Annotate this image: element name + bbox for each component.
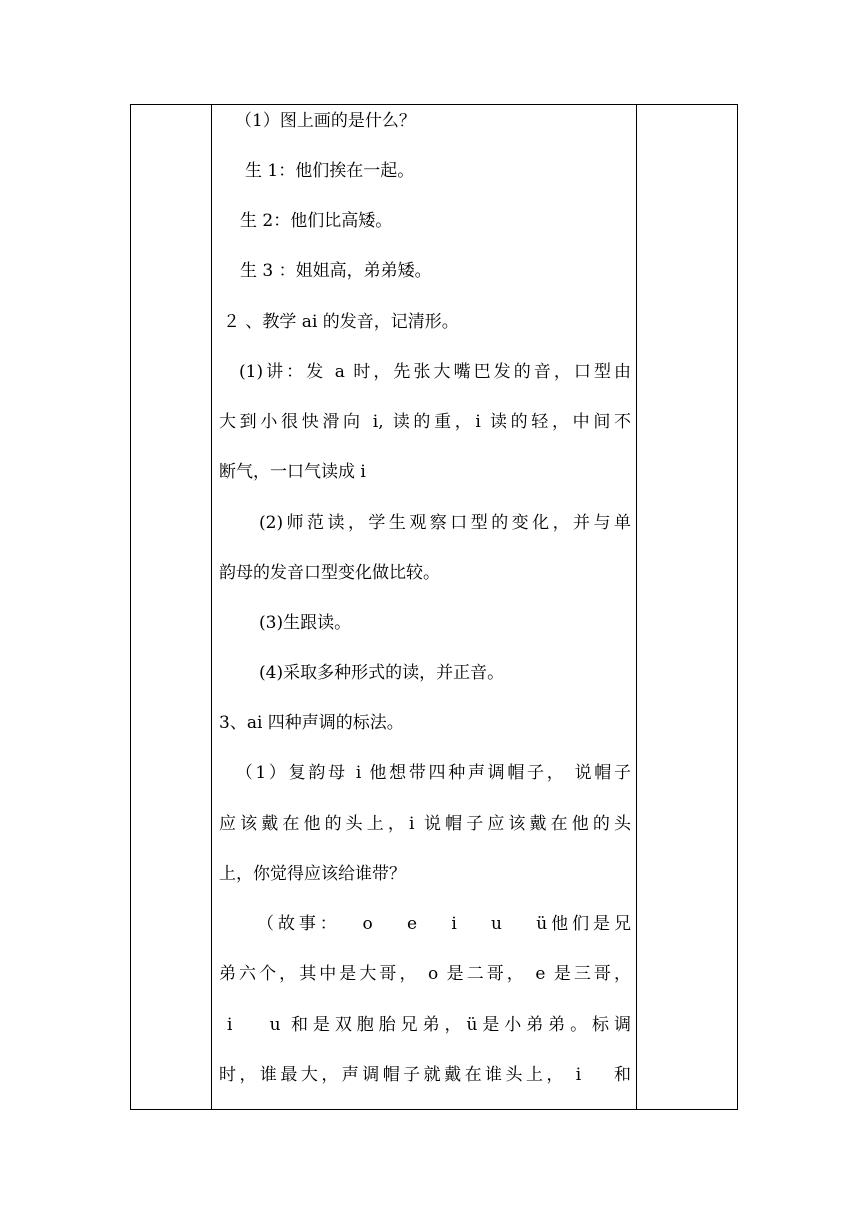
step-2-line-a: (2)师范读，学生观察口型的变化，并与单 — [259, 513, 631, 533]
question-1-line: （1）图上画的是什么？ — [235, 111, 416, 131]
student-2-answer: 生 2：他们比高矮。 — [240, 211, 393, 231]
question-3-1-line-c: 上，你觉得应该给谁带？ — [219, 864, 406, 884]
student-1-answer: 生 1：他们挨在一起。 — [245, 161, 415, 181]
story-line-c: i u 和是双胞胎兄弟，ü是小弟弟。标调 — [227, 1015, 631, 1035]
step-2-line-b: 韵母的发音口型变化做比较。 — [219, 563, 440, 583]
column-divider-left — [211, 105, 212, 1109]
step-1-line-a: (1)讲：发 a 时，先张大嘴巴发的音，口型由 — [239, 362, 631, 382]
question-3-1-line-a: （1）复韵母 i 他想带四种声调帽子， 说帽子 — [233, 763, 631, 783]
student-3-answer: 生 3 ：姐姐高，弟弟矮。 — [240, 261, 432, 281]
story-line-b: 弟六个，其中是大哥， o 是二哥， e 是三哥， — [219, 964, 631, 984]
lesson-table — [130, 104, 738, 1110]
step-3-line: (3)生跟读。 — [259, 613, 352, 633]
step-1-line-b: 大到小很快滑向 i, 读的重，i 读的轻，中间不 — [219, 412, 631, 432]
step-4-line: (4)采取多种形式的读，并正音。 — [259, 663, 505, 683]
story-line-d: 时，谁最大，声调帽子就戴在谁头上， i 和 — [219, 1065, 631, 1085]
section-2-heading: ２ 、教学 ai 的发音，记清形。 — [223, 312, 459, 332]
column-divider-right — [636, 105, 637, 1109]
section-3-heading: 3、ai 四种声调的标法。 — [219, 713, 404, 733]
step-1-line-c: 断气，一口气读成 i — [219, 462, 366, 482]
question-3-1-line-b: 应该戴在他的头上，i 说帽子应该戴在他的头 — [219, 814, 631, 834]
story-line-a: （故事： o e i u ü他们是兄 — [253, 914, 631, 934]
